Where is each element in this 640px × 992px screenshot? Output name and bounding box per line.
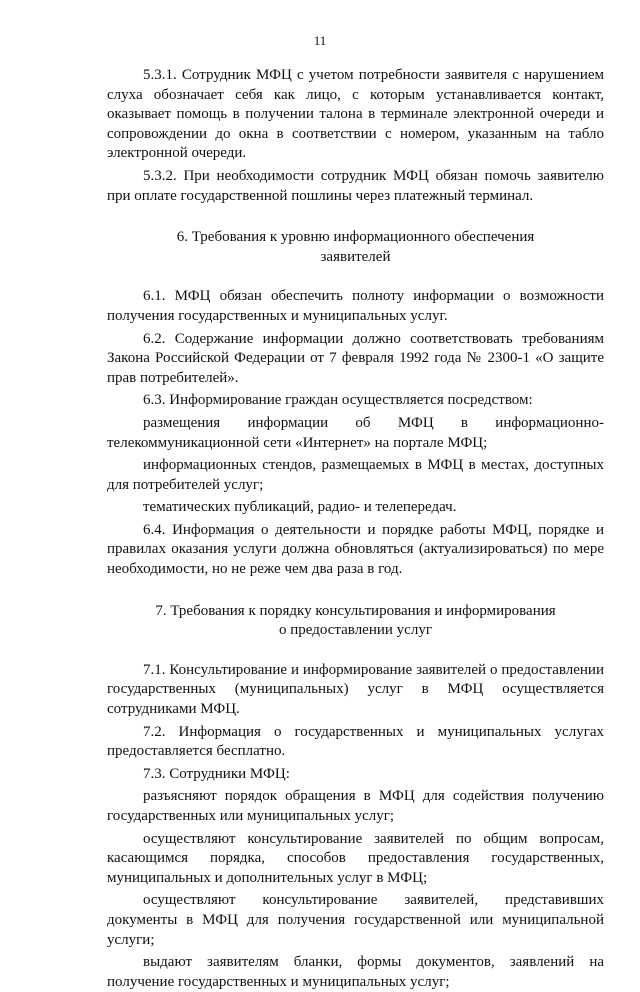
paragraph-6-1: 6.1. МФЦ обязан обеспечить полноту информации о возможности получения государственных и муниципальных услуг. bbox=[107, 288, 604, 324]
paragraph-6-3: 6.3. Информирование граждан осуществляется посредством: bbox=[143, 392, 533, 409]
paragraph-7-3: 7.3. Сотрудники МФЦ: bbox=[143, 765, 290, 782]
page-number: 11 bbox=[313, 33, 327, 48]
list-item-forms: выдают заявителям бланки, формы документов, заявлений на получение государственных и муниципальных услуг; bbox=[107, 954, 604, 990]
paragraph-7-2: 7.2. Информация о государственных и муниципальных услугах предоставляется бесплатно. bbox=[107, 723, 604, 760]
list-item-internet: размещения информации об МФЦ в информационно-телекоммуникационной сети «Интернет» на портале МФЦ; bbox=[107, 414, 604, 451]
paragraph-5-3-1: 5.3.1. Сотрудник МФЦ с учетом потребности заявителя с нарушением слуха обозначает себя как лицо, с которым устанавливается контакт, оказывает помощь в получении талона в терминале электронной очереди и сопровождении до окна в соответствии с номером, указанным на табло электронной очереди. bbox=[107, 67, 604, 162]
paragraph-5-3-2: 5.3.2. При необходимости сотрудник МФЦ обязан помочь заявителю при оплате государственной пошлины через платежный терминал. bbox=[107, 167, 604, 204]
paragraph-6-4: 6.4. Информация о деятельности и порядке работы МФЦ, порядке и правилах оказания услуги должна обновляться (актуализироваться) по мере необходимости, но не реже чем два раза в год. bbox=[107, 521, 604, 578]
list-item-consult-applicants: осуществляют консультирование заявителей, представивших документы в МФЦ для получения государственной или муниципальной услуги; bbox=[107, 892, 604, 948]
document-body bbox=[107, 66, 604, 992]
section-6-heading-line2: заявителей bbox=[320, 248, 391, 265]
section-6-heading-line1: 6. Требования к уровню информационного обеспечения bbox=[176, 229, 535, 246]
list-item-publications: тематических публикаций, радио- и телепередач. bbox=[143, 499, 457, 516]
list-item-explain: разъясняют порядок обращения в МФЦ для содействия получению государственных или муниципальных услуг; bbox=[107, 788, 604, 824]
paragraph-7-1: 7.1. Консультирование и информирование заявителей о предоставлении государственных (муниципальных) услуг в МФЦ осуществляется сотрудниками МФЦ. bbox=[107, 661, 604, 718]
list-item-stands: информационных стендов, размещаемых в МФЦ в местах, доступных для потребителей услуг; bbox=[107, 457, 604, 493]
section-7-heading-line1: 7. Требования к порядку консультирования и информирования bbox=[155, 602, 556, 619]
paragraph-6-2: 6.2. Содержание информации должно соответствовать требованиям Закона Российской Федерации от 7 февраля 1992 года № 2300-1 «О защите прав потребителей». bbox=[107, 330, 604, 386]
list-item-consult-general: осуществляют консультирование заявителей по общим вопросам, касающимся порядка, способов предоставления государственных, муниципальных и дополнительных услуг в МФЦ; bbox=[107, 830, 604, 886]
section-7-heading-line2: о предоставлении услуг bbox=[279, 622, 432, 639]
